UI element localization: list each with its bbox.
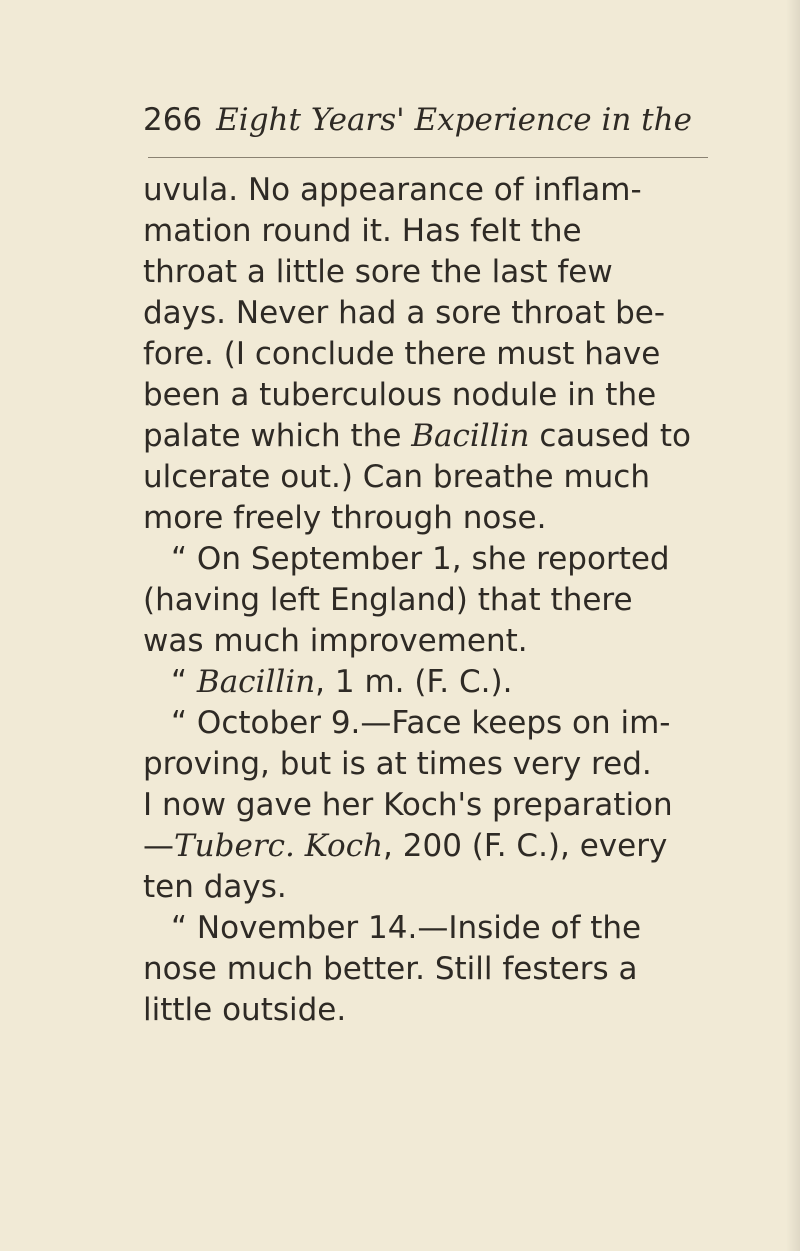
text-line bbox=[143, 293, 723, 334]
text-segment: palate which the bbox=[143, 418, 412, 454]
text-line bbox=[143, 826, 723, 867]
text-line bbox=[143, 990, 723, 1031]
text-segment: ten days. bbox=[143, 869, 287, 905]
text-line bbox=[143, 703, 723, 744]
text-segment: “ November 14.—Inside of the bbox=[171, 910, 642, 946]
text-segment: “ October 9.—Face keeps on im- bbox=[171, 705, 671, 741]
text-segment: “ bbox=[171, 664, 197, 700]
text-segment: throat a little sore the last few bbox=[143, 254, 613, 290]
text-line bbox=[143, 580, 723, 621]
italic-text: Tuberc. Koch bbox=[174, 828, 384, 864]
text-segment: nose much better. Still festers a bbox=[143, 951, 638, 987]
text-line bbox=[143, 252, 723, 293]
text-segment: mation round it. Has felt the bbox=[143, 213, 582, 249]
text-segment: “ On September 1, she reported bbox=[171, 541, 670, 577]
text-line bbox=[143, 908, 723, 949]
text-line bbox=[143, 170, 723, 211]
text-segment: , 1 m. (F. C.). bbox=[315, 664, 513, 700]
text-line bbox=[143, 662, 723, 703]
page-edge-shadow bbox=[786, 0, 800, 1251]
text-line bbox=[143, 867, 723, 908]
text-segment: been a tuberculous nodule in the bbox=[143, 377, 657, 413]
text-line bbox=[143, 621, 723, 662]
text-line bbox=[143, 375, 723, 416]
text-segment: fore. (I conclude there must have bbox=[143, 336, 661, 372]
text-segment: more freely through nose. bbox=[143, 500, 547, 536]
text-segment: (having left England) that there bbox=[143, 582, 633, 618]
text-line bbox=[143, 785, 723, 826]
text-line bbox=[143, 539, 723, 580]
header-rule bbox=[148, 157, 708, 158]
page-number: 266 bbox=[143, 102, 203, 138]
italic-text: Bacillin bbox=[196, 664, 316, 700]
text-line bbox=[143, 457, 723, 498]
text-segment: days. Never had a sore throat be- bbox=[143, 295, 666, 331]
text-segment: proving, but is at times very red. bbox=[143, 746, 652, 782]
text-segment: little outside. bbox=[143, 992, 347, 1028]
body-text bbox=[143, 170, 723, 1031]
text-line bbox=[143, 211, 723, 252]
text-line bbox=[143, 498, 723, 539]
page-header bbox=[143, 98, 713, 142]
text-line bbox=[143, 416, 723, 457]
text-segment: was much improvement. bbox=[143, 623, 528, 659]
running-title: Eight Years' Experience in the bbox=[216, 102, 692, 138]
text-segment: uvula. No appearance of inflam- bbox=[143, 172, 642, 208]
text-segment: ulcerate out.) Can breathe much bbox=[143, 459, 650, 495]
text-segment: I now gave her Koch's preparation bbox=[143, 787, 673, 823]
text-segment: , 200 (F. C.), every bbox=[383, 828, 668, 864]
text-segment: — bbox=[143, 828, 174, 864]
italic-text: Bacillin bbox=[411, 418, 530, 454]
text-line bbox=[143, 334, 723, 375]
text-segment: caused to bbox=[529, 418, 691, 454]
text-line bbox=[143, 744, 723, 785]
text-line bbox=[143, 949, 723, 990]
